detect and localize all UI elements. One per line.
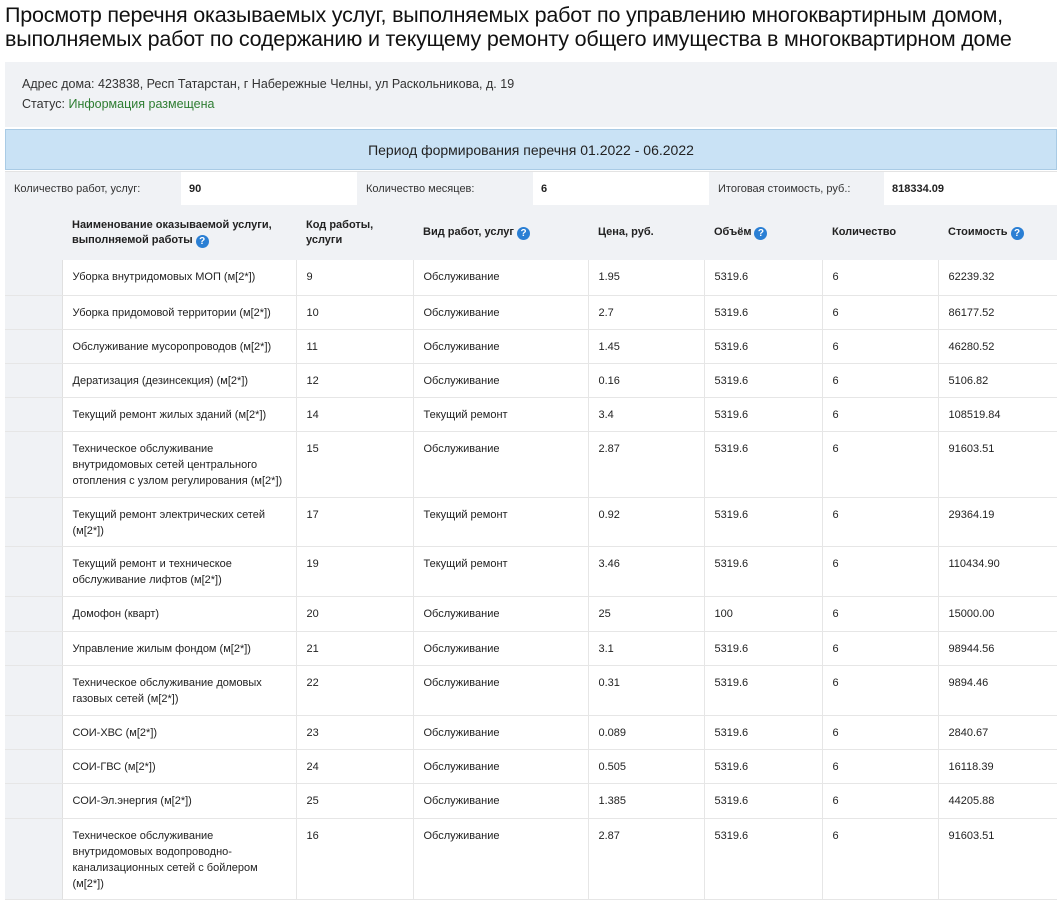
table-row <box>5 260 1057 295</box>
cell-quantity: 6 <box>822 546 938 596</box>
total-cost-value: 818334.09 <box>884 172 1057 205</box>
cell-code: 17 <box>296 497 413 546</box>
cell-cost: 108519.84 <box>938 397 1057 431</box>
cell-cost: 91603.51 <box>938 818 1057 899</box>
cell-price: 0.92 <box>588 497 704 546</box>
cell-volume: 5319.6 <box>704 295 822 329</box>
question-circle-icon[interactable]: ? <box>196 235 209 248</box>
cell-price: 2.87 <box>588 818 704 899</box>
cell-quantity: 6 <box>822 260 938 295</box>
cell-name: Текущий ремонт электрических сетей (м[2*]) <box>62 497 296 546</box>
cell-quantity: 6 <box>822 431 938 497</box>
row-stub <box>5 631 62 665</box>
cell-volume: 5319.6 <box>704 363 822 397</box>
cell-quantity: 6 <box>822 715 938 749</box>
cell-type: Обслуживание <box>413 818 588 899</box>
header-cost <box>938 205 1057 260</box>
cell-quantity: 6 <box>822 363 938 397</box>
works-count-value: 90 <box>181 172 357 205</box>
cell-name: Домофон (кварт) <box>62 596 296 631</box>
cell-price: 0.31 <box>588 665 704 715</box>
cell-quantity: 6 <box>822 596 938 631</box>
cell-code: 21 <box>296 631 413 665</box>
total-cost-label: Итоговая стоимость, руб.: <box>709 172 884 205</box>
cell-price: 3.4 <box>588 397 704 431</box>
table-row <box>5 631 1057 665</box>
cell-name: Текущий ремонт и техническое обслуживание лифтов (м[2*]) <box>62 546 296 596</box>
cell-name: Техническое обслуживание внутридомовых водопроводно-канализационных сетей с бойлером (м[2*]) <box>62 818 296 899</box>
row-stub <box>5 497 62 546</box>
cell-cost: 62239.32 <box>938 260 1057 295</box>
cell-price: 0.089 <box>588 715 704 749</box>
address-label: Адрес дома: <box>22 77 95 91</box>
header-quantity-text: Количество <box>832 226 897 238</box>
question-circle-icon[interactable]: ? <box>517 227 530 240</box>
cell-quantity: 6 <box>822 665 938 715</box>
cell-code: 11 <box>296 329 413 363</box>
row-stub <box>5 783 62 818</box>
header-type-text: Вид работ, услуг <box>423 226 514 238</box>
row-stub <box>5 397 62 431</box>
cell-name: Уборка придомовой территории (м[2*]) <box>62 295 296 329</box>
cell-cost: 29364.19 <box>938 497 1057 546</box>
table-row <box>5 295 1057 329</box>
row-stub <box>5 749 62 783</box>
cell-code: 10 <box>296 295 413 329</box>
table-row <box>5 546 1057 596</box>
cell-name: Текущий ремонт жилых зданий (м[2*]) <box>62 397 296 431</box>
cell-name: СОИ-ХВС (м[2*]) <box>62 715 296 749</box>
cell-cost: 9894.46 <box>938 665 1057 715</box>
cell-type: Обслуживание <box>413 431 588 497</box>
cell-type: Обслуживание <box>413 631 588 665</box>
header-name-text: Наименование оказываемой услуги, выполняемой работы <box>72 218 272 246</box>
cell-price: 1.95 <box>588 260 704 295</box>
page-title: Просмотр перечня оказываемых услуг, выполняемых работ по управлению многоквартирным домом, выполняемых работ по содержанию и текущему ремонту общего имущества в многоквартирном доме <box>5 3 1012 51</box>
cell-cost: 110434.90 <box>938 546 1057 596</box>
table-row <box>5 665 1057 715</box>
cell-code: 24 <box>296 749 413 783</box>
house-info-panel <box>5 62 1057 127</box>
cell-cost: 44205.88 <box>938 783 1057 818</box>
question-circle-icon[interactable]: ? <box>1011 227 1024 240</box>
cell-type: Обслуживание <box>413 363 588 397</box>
row-stub <box>5 363 62 397</box>
row-stub <box>5 665 62 715</box>
period-text: Период формирования перечня 01.2022 - 06.2022 <box>368 141 694 158</box>
header-price <box>588 205 704 260</box>
cell-price: 0.505 <box>588 749 704 783</box>
row-stub <box>5 260 62 295</box>
status-line <box>22 97 214 111</box>
question-circle-icon[interactable]: ? <box>754 227 767 240</box>
cell-name: Уборка внутридомовых МОП (м[2*]) <box>62 260 296 295</box>
cell-name: СОИ-Эл.энергия (м[2*]) <box>62 783 296 818</box>
cell-code: 23 <box>296 715 413 749</box>
header-stub <box>5 205 62 260</box>
cell-volume: 5319.6 <box>704 749 822 783</box>
cell-code: 9 <box>296 260 413 295</box>
cell-code: 16 <box>296 818 413 899</box>
cell-price: 2.87 <box>588 431 704 497</box>
cell-code: 22 <box>296 665 413 715</box>
table-row <box>5 397 1057 431</box>
cell-code: 12 <box>296 363 413 397</box>
cell-volume: 5319.6 <box>704 431 822 497</box>
row-stub <box>5 818 62 899</box>
status-label: Статус: <box>22 97 65 111</box>
summary-row <box>5 171 1057 206</box>
status-value: Информация размещена <box>68 97 215 111</box>
cell-type: Обслуживание <box>413 749 588 783</box>
cell-quantity: 6 <box>822 783 938 818</box>
cell-code: 15 <box>296 431 413 497</box>
cell-name: Техническое обслуживание домовых газовых сетей (м[2*]) <box>62 665 296 715</box>
header-volume <box>704 205 822 260</box>
cell-name: Дератизация (дезинсекция) (м[2*]) <box>62 363 296 397</box>
cell-cost: 5106.82 <box>938 363 1057 397</box>
cell-cost: 2840.67 <box>938 715 1057 749</box>
cell-code: 14 <box>296 397 413 431</box>
cell-type: Обслуживание <box>413 715 588 749</box>
cell-type: Обслуживание <box>413 665 588 715</box>
row-stub <box>5 715 62 749</box>
header-code-text: Код работы, услуги <box>306 218 374 246</box>
header-quantity <box>822 205 938 260</box>
cell-volume: 5319.6 <box>704 665 822 715</box>
table-row <box>5 749 1057 783</box>
cell-cost: 86177.52 <box>938 295 1057 329</box>
works-count-label: Количество работ, услуг: <box>5 172 181 205</box>
cell-type: Обслуживание <box>413 329 588 363</box>
cell-volume: 100 <box>704 596 822 631</box>
header-name <box>62 205 296 260</box>
cell-price: 1.385 <box>588 783 704 818</box>
row-stub <box>5 596 62 631</box>
cell-type: Текущий ремонт <box>413 546 588 596</box>
cell-volume: 5319.6 <box>704 818 822 899</box>
cell-quantity: 6 <box>822 497 938 546</box>
cell-name: Управление жилым фондом (м[2*]) <box>62 631 296 665</box>
header-cost-text: Стоимость <box>948 226 1008 238</box>
cell-volume: 5319.6 <box>704 783 822 818</box>
cell-price: 0.16 <box>588 363 704 397</box>
cell-volume: 5319.6 <box>704 546 822 596</box>
cell-type: Обслуживание <box>413 295 588 329</box>
services-table <box>5 205 1057 900</box>
table-row <box>5 818 1057 899</box>
cell-code: 19 <box>296 546 413 596</box>
cell-quantity: 6 <box>822 818 938 899</box>
table-row <box>5 363 1057 397</box>
cell-code: 25 <box>296 783 413 818</box>
months-count-value: 6 <box>533 172 709 205</box>
cell-price: 1.45 <box>588 329 704 363</box>
table-row <box>5 783 1057 818</box>
cell-price: 3.1 <box>588 631 704 665</box>
cell-volume: 5319.6 <box>704 631 822 665</box>
cell-volume: 5319.6 <box>704 260 822 295</box>
table-row <box>5 715 1057 749</box>
cell-cost: 16118.39 <box>938 749 1057 783</box>
cell-volume: 5319.6 <box>704 715 822 749</box>
cell-quantity: 6 <box>822 295 938 329</box>
cell-quantity: 6 <box>822 329 938 363</box>
row-stub <box>5 431 62 497</box>
header-code <box>296 205 413 260</box>
cell-volume: 5319.6 <box>704 397 822 431</box>
cell-quantity: 6 <box>822 631 938 665</box>
cell-cost: 91603.51 <box>938 431 1057 497</box>
cell-type: Обслуживание <box>413 596 588 631</box>
address-value: 423838, Респ Татарстан, г Набережные Челны, ул Раскольникова, д. 19 <box>98 77 515 91</box>
row-stub <box>5 295 62 329</box>
cell-quantity: 6 <box>822 397 938 431</box>
cell-quantity: 6 <box>822 749 938 783</box>
table-row <box>5 596 1057 631</box>
cell-code: 20 <box>296 596 413 631</box>
cell-name: Техническое обслуживание внутридомовых сетей центрального отопления с узлом регулирования (м[2*]) <box>62 431 296 497</box>
header-price-text: Цена, руб. <box>598 226 654 238</box>
cell-type: Текущий ремонт <box>413 497 588 546</box>
cell-cost: 15000.00 <box>938 596 1057 631</box>
row-stub <box>5 329 62 363</box>
table-row <box>5 329 1057 363</box>
cell-cost: 46280.52 <box>938 329 1057 363</box>
cell-type: Обслуживание <box>413 260 588 295</box>
cell-price: 25 <box>588 596 704 631</box>
header-volume-text: Объём <box>714 226 752 238</box>
table-row <box>5 497 1057 546</box>
cell-cost: 98944.56 <box>938 631 1057 665</box>
cell-price: 2.7 <box>588 295 704 329</box>
row-stub <box>5 546 62 596</box>
table-header-row <box>5 205 1057 260</box>
months-count-label: Количество месяцев: <box>357 172 533 205</box>
cell-volume: 5319.6 <box>704 329 822 363</box>
cell-name: СОИ-ГВС (м[2*]) <box>62 749 296 783</box>
period-header <box>5 129 1057 170</box>
address-line <box>22 77 514 91</box>
table-row <box>5 431 1057 497</box>
header-type <box>413 205 588 260</box>
cell-type: Обслуживание <box>413 783 588 818</box>
cell-volume: 5319.6 <box>704 497 822 546</box>
cell-name: Обслуживание мусоропроводов (м[2*]) <box>62 329 296 363</box>
cell-price: 3.46 <box>588 546 704 596</box>
cell-type: Текущий ремонт <box>413 397 588 431</box>
